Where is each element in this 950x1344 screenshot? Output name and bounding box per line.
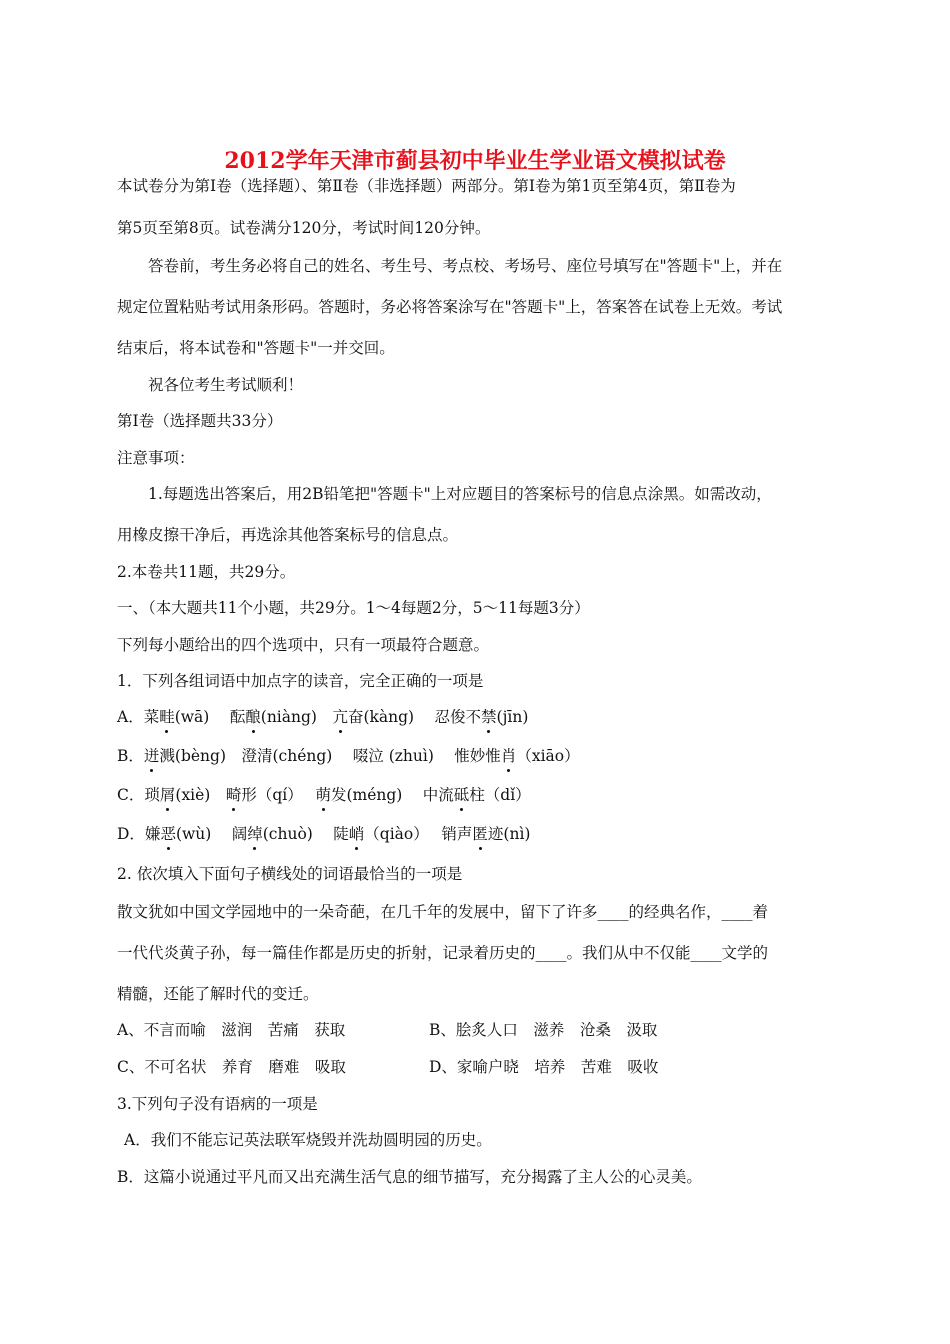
question-3-stem: 3.下列句子没有语病的一项是 [117, 1095, 318, 1113]
part1-heading: 第Ⅰ卷（选择题共33分） [117, 412, 283, 430]
exam-title: 2012学年天津市蓟县初中毕业生学业语文模拟试卷 [224, 148, 726, 174]
question-2-option-a: A、不言而喻 滋润 苦痛 获取 [117, 1021, 346, 1039]
section-1-heading: 一、（本大题共11个小题，共29分。1～4每题2分，5～11每题3分） [117, 599, 590, 617]
question-3-option-a: A．我们不能忘记英法联军烧毁并洗劫圆明园的历史。 [124, 1131, 492, 1149]
intro-line-6: 祝各位考生考试顺利！ [148, 376, 304, 394]
notes-heading: 注意事项： [117, 449, 195, 467]
question-2-text-3: 精髓，还能了解时代的变迁。 [117, 985, 319, 1003]
question-2-option-b: B、脍炙人口 滋养 沧桑 汲取 [429, 1021, 658, 1039]
intro-line-1: 本试卷分为第Ⅰ卷（选择题）、第Ⅱ卷（非选择题）两部分。第Ⅰ卷为第1页至第4页，第Ⅱ卷为 [117, 177, 736, 195]
question-2-option-c: C、不可名状 养育 磨难 吸取 [117, 1058, 346, 1076]
note-line-3: 2.本卷共11题，共29分。 [117, 563, 296, 581]
note-line-2: 用橡皮擦干净后，再选涂其他答案标号的信息点。 [117, 526, 459, 544]
intro-line-5: 结束后，将本试卷和"答题卡"一并交回。 [117, 339, 395, 357]
question-2-option-d: D、家喻户晓 培养 苦难 吸收 [429, 1058, 659, 1076]
intro-line-3: 答卷前，考生务必将自己的姓名、考生号、考点校、考场号、座位号填写在"答题卡"上，并在 [148, 257, 783, 275]
question-1-option-c: C．琐屑(xiè) 畸形（qí） 萌发(méng) 中流砥柱（dǐ） [117, 786, 531, 804]
question-2-stem: 2. 依次填入下面句子横线处的词语最恰当的一项是 [117, 865, 463, 883]
intro-line-4: 规定位置粘贴考试用条形码。答题时，务必将答案涂写在"答题卡"上，答案答在试卷上无效。考试 [117, 298, 783, 316]
question-2-text-1: 散文犹如中国文学园地中的一朵奇葩，在几千年的发展中，留下了许多____的经典名作，____着 [117, 903, 769, 921]
section-1-description: 下列每小题给出的四个选项中，只有一项最符合题意。 [117, 636, 490, 654]
question-1-option-b: B．迸溅(bèng) 澄清(chéng) 啜泣 (zhuì) 惟妙惟肖（xiāo） [117, 747, 580, 765]
question-3-option-b: B．这篇小说通过平凡而又出充满生活气息的细节描写，充分揭露了主人公的心灵美。 [117, 1168, 702, 1186]
question-1-stem: 1．下列各组词语中加点字的读音，完全正确的一项是 [117, 672, 484, 690]
question-2-text-2: 一代代炎黄子孙，每一篇佳作都是历史的折射，记录着历史的____。我们从中不仅能____文学的 [117, 944, 769, 962]
question-1-option-a: A．菜畦(wā) 酝酿(niàng) 亢奋(kàng) 忍俊不禁(jīn) [117, 708, 529, 726]
question-1-option-d: D．嫌恶(wù) 阔绰(chuò) 陡峭（qiào） 销声匿迹(nì) [117, 825, 531, 843]
intro-line-2: 第5页至第8页。试卷满分120分，考试时间120分钟。 [117, 219, 491, 237]
note-line-1: 1.每题选出答案后，用2B铅笔把"答题卡"上对应题目的答案标号的信息点涂黑。如需改动， [148, 485, 772, 503]
